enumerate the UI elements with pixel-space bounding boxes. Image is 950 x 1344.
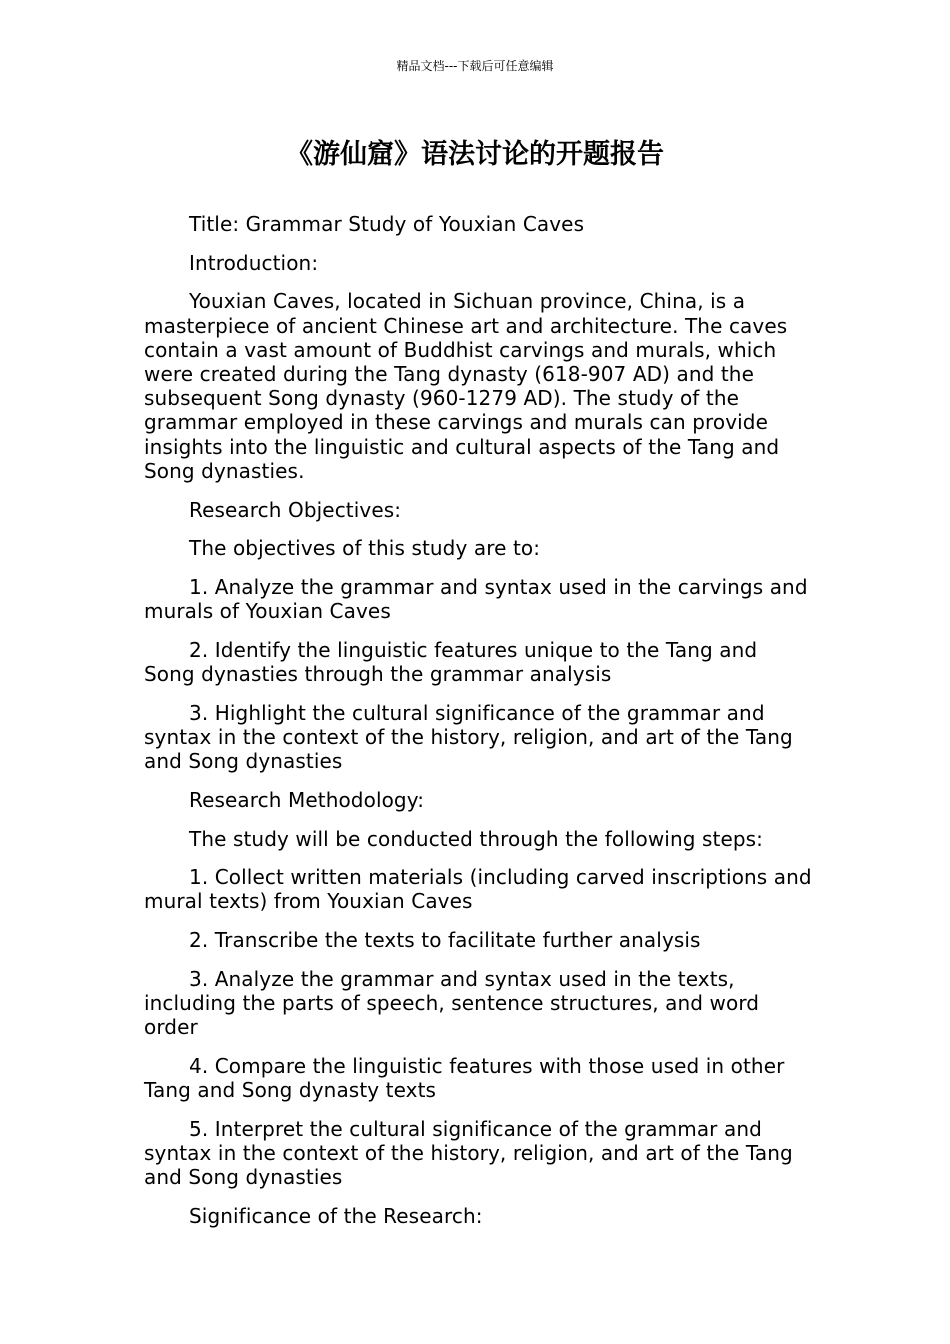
heading-significance: Significance of the Research: [189,1204,483,1228]
document-body [144,212,812,1243]
paragraph-title-line: Title: Grammar Study of Youxian Caves [189,212,585,236]
document-title: 《游仙窟》语法讨论的开题报告 [286,139,664,170]
list-item-step-2: 2. Transcribe the texts to facilitate further analysis [189,928,701,953]
list-item-step-1: 1. Collect written materials (including carved inscriptions and mural texts) from Youxian Caves [144,865,812,914]
heading-research-methodology: Research Methodology: [189,787,425,812]
list-item-objective-1: 1. Analyze the grammar and syntax used in the carvings and murals of Youxian Caves [144,574,808,624]
paragraph-methodology-intro: The study will be conducted through the following steps: [189,826,764,851]
page-header: 精品文档---下载后可任意编辑 [396,59,554,73]
list-item-step-5: 5. Interpret the cultural significance of the grammar and syntax in the context of the history, religion, and art of the Tang and Song dynasties [144,1116,793,1190]
heading-introduction: Introduction: [189,250,319,275]
list-item-objective-2: 2. Identify the linguistic features unique to the Tang and Song dynasties through the grammar analysis [144,637,758,687]
list-item-objective-3: 3. Highlight the cultural significance of the grammar and syntax in the context of the history, religion, and art of the Tang and Song dynasties [144,700,793,774]
list-item-step-3: 3. Analyze the grammar and syntax used in the texts, including the parts of speech, sentence structures, and word order [144,966,760,1040]
paragraph-objectives-intro: The objectives of this study are to: [189,536,541,561]
heading-research-objectives: Research Objectives: [189,497,402,522]
paragraph-introduction: Youxian Caves, located in Sichuan province, China, is a masterpiece of ancient Chinese art and architecture. The caves contain a vast amount of Buddhist carvings and murals, which were created during the Tang dynasty (618-907 AD) and the subsequent Song dynasty (960-1279 AD). The study of the grammar employed in these carvings and murals can provide insights into the linguistic and cultural aspects of the Tang and Song dynasties. [144,289,788,483]
list-item-step-4: 4. Compare the linguistic features with those used in other Tang and Song dynasty texts [144,1053,785,1103]
